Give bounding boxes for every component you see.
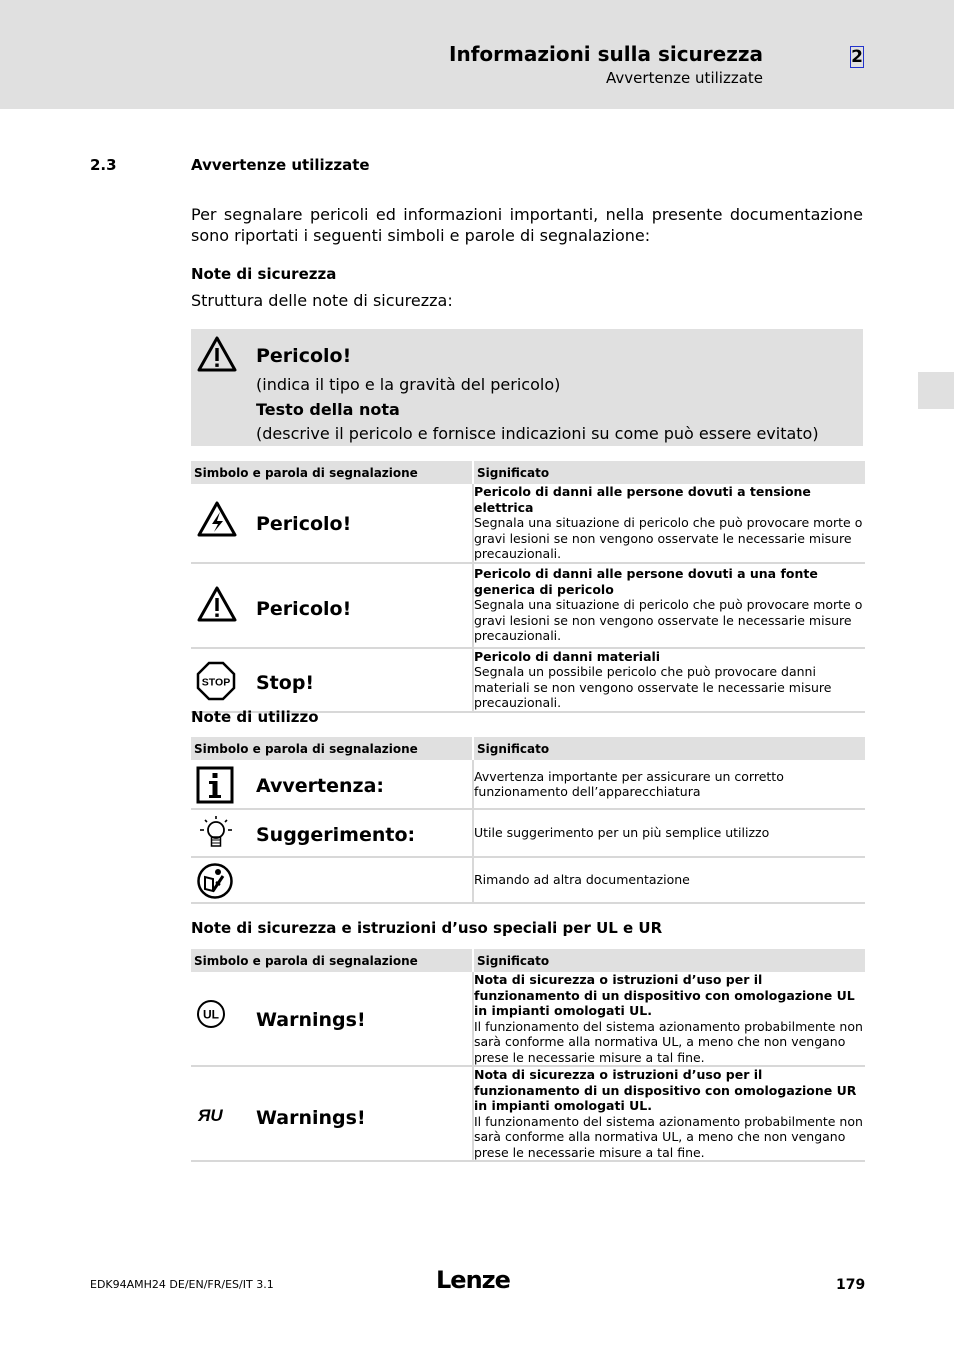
document-id: EDK94AMH24 DE/EN/FR/ES/IT 3.1 [90,1278,274,1291]
ul-mark-icon [196,999,226,1029]
table-row [191,857,865,903]
ul-notes-heading: Note di sicurezza e istruzioni d’uso speciali per UL e UR [191,919,663,937]
meaning-text: Avvertenza importante per assicurare un corretto funzionamento dell’apparecchiatura [474,768,784,799]
signal-word: Avvertenza: [256,774,385,797]
chapter-number-link[interactable]: 2 [851,47,863,67]
safety-notes-heading: Note di sicurezza [191,265,337,283]
lightbulb-icon [196,814,236,854]
signal-word: Stop! [256,671,315,694]
meaning-text: Utile suggerimento per un più semplice utilizzo [474,825,770,841]
section-number: 2.3 [90,156,117,174]
signal-word: Warnings! [256,1106,366,1129]
signal-word: Suggerimento: [256,824,416,846]
structure-label: Struttura delle note di sicurezza: [191,291,453,310]
info-icon [196,766,234,804]
table-row [191,648,865,712]
ur-mark-icon [196,1104,230,1126]
meaning-text: Il funzionamento del sistema azionamento probabilmente non sarà conforme alla normativa UL, a meno che non vengano prese le necessarie misure a tal fine. [474,1113,863,1160]
chapter-title: Informazioni sulla sicurezza [449,42,763,66]
ul-symbols-table [191,949,865,1162]
meaning-title: Pericolo di danni alle persone dovuti a tensione elettrica [474,484,811,515]
column-header-meaning: Significato [473,737,865,760]
electric-hazard-icon [196,500,238,540]
signal-word: Pericolo! [256,597,352,620]
hazard-type-text: (indica il tipo e la gravità del pericolo) [256,375,561,394]
stop-sign-icon [196,661,236,701]
usage-symbols-table [191,737,865,904]
table-row [191,484,865,563]
table-row [191,972,865,1066]
column-header-meaning: Significato [473,461,865,484]
meaning-text: Segnala una situazione di pericolo che può provocare morte o gravi lesioni se non vengono osservate le necessarie misure precauzionali. [474,597,863,644]
svg-text:UL: UL [203,1007,219,1022]
table-row [191,809,865,857]
meaning-text: Il funzionamento del sistema azionamento probabilmente non sarà conforme alla normativa UL, a meno che non vengano prese le necessarie misure a tal fine. [474,1018,863,1065]
meaning-title: Pericolo di danni alle persone dovuti a una fonte generica di pericolo [474,566,818,597]
meaning-text: Rimando ad altra documentazione [474,872,690,888]
table-row [191,563,865,648]
chapter-side-tab [918,372,954,409]
safety-symbols-table [191,461,865,713]
note-heading: Testo della nota [256,400,400,419]
page-number: 179 [836,1277,866,1293]
column-header-symbol: Simbolo e parola di segnalazione [191,737,473,760]
meaning-title: Nota di sicurezza o istruzioni d’uso per il funzionamento di un dispositivo con omologazione UR in impianti omologati UL. [474,1067,857,1113]
table-row [191,1066,865,1161]
note-description: (descrive il pericolo e fornisce indicazioni su come può essere evitato) [256,424,819,443]
section-title: Avvertenze utilizzate [191,156,370,174]
signal-word: Pericolo! [256,512,352,535]
column-header-meaning: Significato [473,949,865,972]
column-header-symbol: Simbolo e parola di segnalazione [191,949,473,972]
usage-notes-heading: Note di utilizzo [191,708,319,726]
lenze-logo: Lenze [436,1266,510,1294]
note-structure-box [191,329,863,446]
signal-word: Pericolo! [256,345,352,367]
column-header-symbol: Simbolo e parola di segnalazione [191,461,473,484]
meaning-text: Segnala un possibile pericolo che può provocare danni materiali se non vengono osservate le necessarie misure precauzionali. [474,664,832,710]
warning-triangle-icon [196,335,238,375]
reference-book-icon [196,862,234,900]
meaning-title: Nota di sicurezza o istruzioni d’uso per il funzionamento di un dispositivo con omologazione UL in impianti omologati UL. [474,972,855,1018]
section-subtitle: Avvertenze utilizzate [606,69,763,87]
meaning-text: Segnala una situazione di pericolo che può provocare morte o gravi lesioni se non vengono osservate le necessarie misure precauzionali. [474,515,863,561]
signal-word: Warnings! [256,1009,366,1031]
meaning-title: Pericolo di danni materiali [474,648,661,664]
svg-text:STOP: STOP [201,676,231,688]
svg-text:ЯU: ЯU [198,1105,223,1125]
intro-paragraph: Per segnalare pericoli ed informazioni importanti, nella presente documentazione sono riportati i seguenti simboli e parole di segnalazione: [191,205,863,245]
table-row [191,760,865,809]
warning-triangle-icon [196,585,238,625]
